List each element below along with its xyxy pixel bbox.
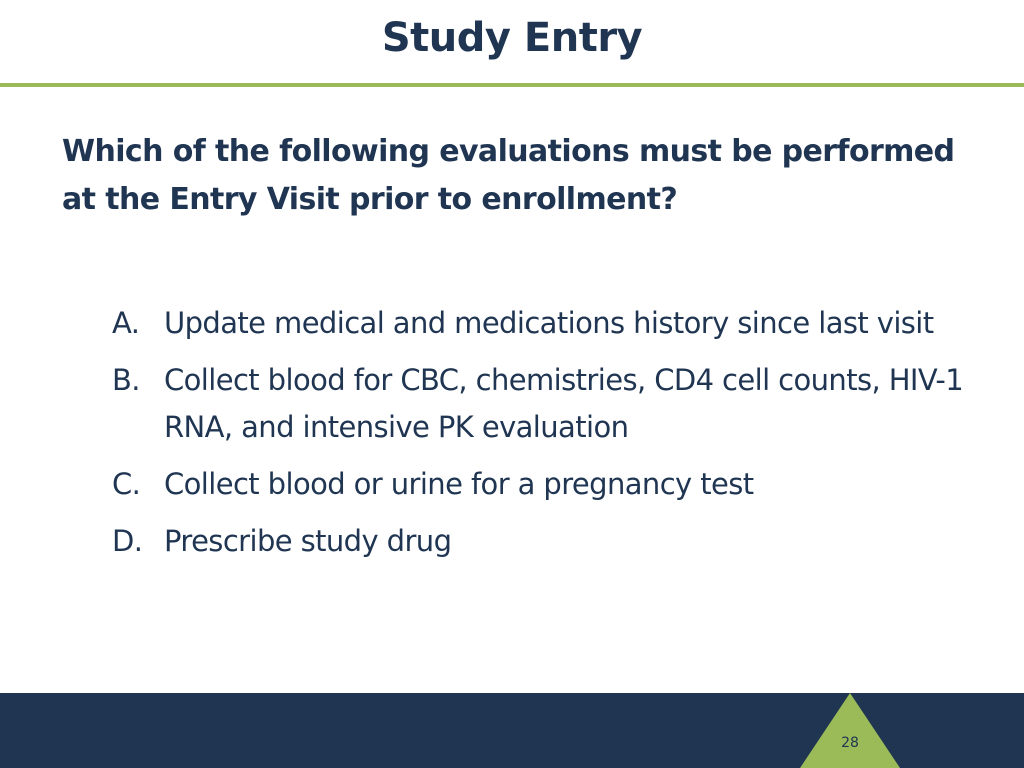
- page-number: 28: [841, 735, 859, 751]
- answer-list: [112, 300, 972, 575]
- page-number-triangle: [800, 693, 900, 768]
- slide-title: Study Entry: [381, 15, 643, 61]
- answer-text: Collect blood or urine for a pregnancy test: [164, 467, 754, 501]
- answer-letter: B.: [112, 363, 140, 397]
- answer-option-d: [112, 518, 972, 565]
- answer-letter: C.: [112, 467, 141, 501]
- question-text: Which of the following evaluations must be performed at the Entry Visit prior to enrollment?: [62, 134, 955, 217]
- answer-letter: D.: [112, 524, 143, 558]
- answer-option-a: [112, 300, 972, 347]
- answer-option-b: [112, 357, 972, 451]
- answer-option-c: [112, 461, 972, 508]
- answer-text: Prescribe study drug: [164, 524, 452, 558]
- answer-letter: A.: [112, 306, 140, 340]
- answer-text: Collect blood for CBC, chemistries, CD4 cell counts, HIV-1 RNA, and intensive PK evaluation: [164, 363, 964, 444]
- title-divider: [0, 83, 1024, 87]
- answer-text: Update medical and medications history since last visit: [164, 306, 934, 340]
